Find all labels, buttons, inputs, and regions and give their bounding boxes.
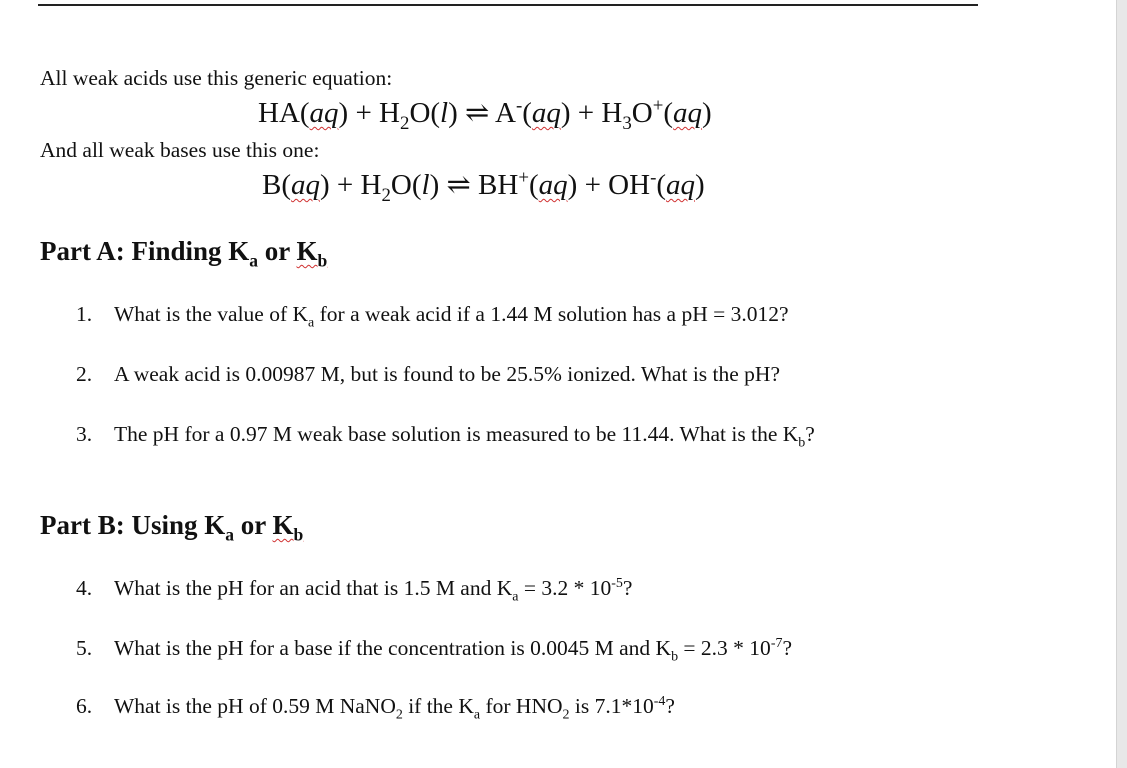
question-5: 5. What is the pH for a base if the concentration is 0.0045 M and $K_b = 2.3 * 10^{-7}$? [76,635,792,665]
intro-acid-text: All weak acids use this generic equation: [40,66,393,90]
acid-equation: $HA(aq) + H_2O(l)$ ⇌ $A^-(aq) + H_3O^+(aq)$ [258,95,712,134]
question-1: 1. What is the value of $K_a$ for a weak acid if a 1.44 M solution has a pH = 3.012? [76,302,789,331]
part-b-heading: Part B: Using $K_a$ or $K_b$ [40,510,304,545]
question-2: 2. A weak acid is 0.00987 M, but is found to be 25.5% ionized. What is the pH? [76,362,780,386]
equilibrium-arrow: ⇌ [465,97,490,129]
question-3: 3. The pH for a 0.97 M weak base solution is measured to be 11.44. What is the $K_b$? [76,422,815,451]
base-equation: $B(aq) + H_2O(l)$ ⇌ BH+(aq) + OH-(aq) [262,167,705,206]
top-rule [38,4,978,6]
part-a-heading: Part A: Finding $K_a$ or $K_b$ [40,236,328,271]
intro-base-text: And all weak bases use this one: [40,138,320,162]
question-6: 6. What is the pH of 0.59 M NaNO$_2$ if the $K_a$ for $HNO_2$ is $7.1*10^{-4}$? [76,693,675,723]
equilibrium-arrow: ⇌ [446,169,471,201]
scrollbar-gutter[interactable] [1116,0,1127,768]
question-4: 4. What is the pH for an acid that is 1.5 M and $K_a = 3.2 * 10^{-5}$? [76,575,633,605]
